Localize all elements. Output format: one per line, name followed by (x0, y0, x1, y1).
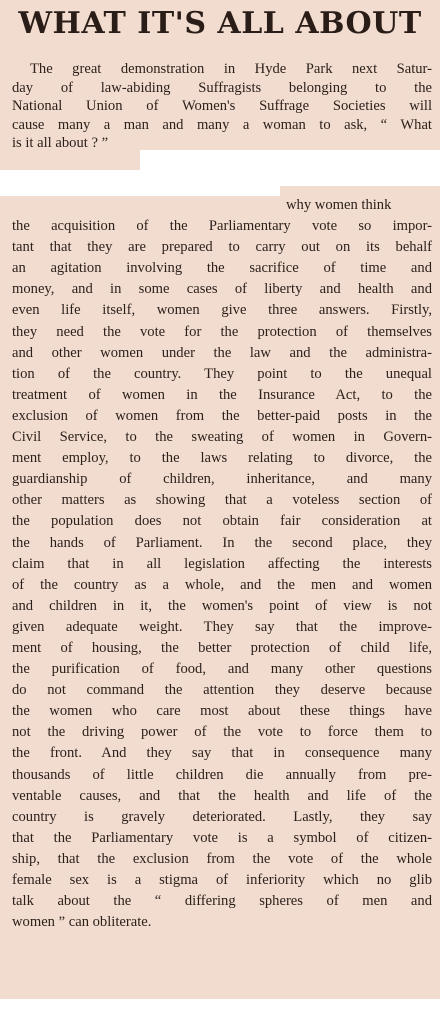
text-line: even life itself, women give three answers. Firstly, (12, 302, 432, 319)
text-line: an agitation involving the sacrifice of time and (12, 260, 432, 277)
text-line: ship, that the exclusion from the vote of the whole (12, 850, 432, 867)
text-line: day of law-abiding Suffragists belonging to the (12, 79, 432, 96)
text-line: and other women under the law and the administra- (12, 344, 432, 361)
text-line: not the driving power of the vote to force them to (12, 724, 432, 741)
text-line: the acquisition of the Parliamentary vote so impor- (12, 218, 432, 235)
headline: WHAT IT'S ALL ABOUT (18, 6, 422, 41)
text-line: country is gravely deteriorated. Lastly, they say (12, 808, 432, 825)
text-line: the hands of Parliament. In the second place, they (12, 534, 432, 551)
text-line: Civil Service, to the sweating of women in Govern- (12, 429, 432, 446)
text-line: the population does not obtain fair consideration at (12, 513, 432, 530)
text-line: thousands of little children die annually from pre- (12, 766, 432, 783)
text-line: that the Parliamentary vote is a symbol of citizen- (12, 829, 432, 846)
text-line: talk about the “ differing spheres of men and (12, 893, 432, 910)
text-line: tant that they are prepared to carry out on its behalf (12, 239, 432, 256)
text-line: exclusion of women from the better-paid posts in the (12, 407, 432, 424)
text-line: claim that in all legislation affecting the interests (12, 555, 432, 572)
text-line: ment of housing, the better protection of child life, (12, 639, 432, 656)
text-line: women ” can obliterate. (12, 914, 152, 931)
text-line: the purification of food, and many other questions (12, 661, 432, 678)
text-line: do not command the attention they deserve because (12, 682, 432, 699)
text-line: other matters as showing that a voteless section of (12, 492, 432, 509)
text-line: guardianship of children, inheritance, and many (12, 471, 432, 488)
text-line: The great demonstration in Hyde Park next Satur- (30, 61, 432, 77)
text-line: given adequate weight. They say that the improve- (12, 618, 432, 635)
text-line: National Union of Women's Suffrage Societies will (12, 98, 432, 115)
text-line: of the country as a whole, and the men and women (12, 576, 432, 593)
body-paragraph (12, 195, 432, 933)
paper-edge-fragment (0, 150, 140, 170)
text-line: and children in it, the women's point of view is not (12, 597, 432, 614)
text-line: treatment of women in the Insurance Act, to the (12, 386, 432, 403)
text-line: cause many a man and many a woman to ask, “ What (12, 116, 432, 133)
intro-paragraph (12, 60, 432, 153)
text-line: the front. And they say that in consequence many (12, 745, 432, 762)
text-line: they need the vote for the protection of themselves (12, 323, 432, 340)
text-line: ment employ, to the laws relating to divorce, the (12, 450, 432, 467)
text-line: tion of the country. They point to the unequal (12, 365, 432, 382)
text-line: the women who care most about these things have (12, 703, 432, 720)
text-line: ventable causes, and that the health and life of the (12, 787, 432, 804)
text-line: is it all about ? ” (12, 135, 109, 152)
text-line: female sex is a stigma of inferiority which no glib (12, 872, 432, 888)
text-line: why women think (286, 197, 392, 213)
text-line: money, and in some cases of liberty and health and (12, 281, 432, 298)
